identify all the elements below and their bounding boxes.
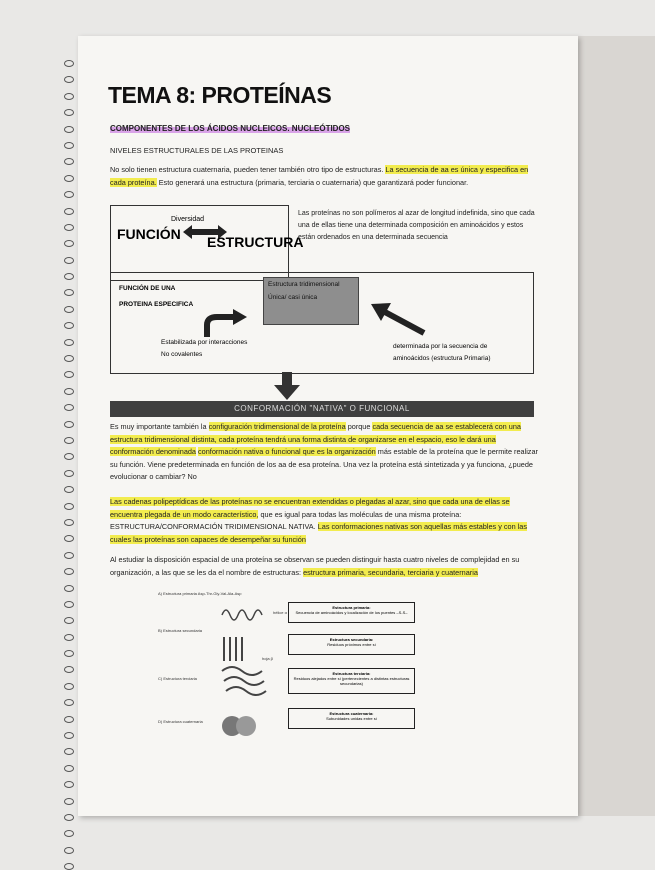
paragraph-levels: Al estudiar la disposición espacial de una proteína se observan se pueden distinguir hasta cuatro niveles de complejidad en su organización, a las que se les da el nombre de estructuras: estructura primaria, secundaria, terciaria y cuaternaria: [110, 555, 520, 577]
label-tertiary: C) Estructura terciaria: [158, 676, 197, 681]
function-structure-box: [110, 205, 304, 281]
specific-protein-function-title: FUNCIÓN DE UNA PROTEINA ESPECIFICA: [119, 285, 194, 308]
determined-label: determinada por la secuencia de aminoácidos (estructura Primaria): [393, 343, 491, 362]
protein-structures-illustration: [218, 601, 278, 741]
down-arrow-icon: [274, 372, 300, 400]
spiral-binding: [60, 60, 78, 810]
next-page-edge: [578, 36, 655, 816]
subtitle: COMPONENTES DE LOS ÁCIDOS NUCLEICOS. NUCLEÓTIDOS: [110, 124, 351, 133]
page-title: TEMA 8: PROTEÍNAS: [108, 82, 332, 108]
quaternary-structure-box: Estructura cuaternaria: Subunidades unidas entre sí: [288, 708, 415, 729]
3d-structure-box: Estructura tridimensional Única/ casi única: [263, 277, 359, 325]
box1-description: Las proteínas no son polímeros al azar de longitud indefinida, sino que cada una de ellas tiene una determinada composición en aminoácidos y estos están ordenados en una determinada secuencia: [298, 210, 535, 241]
secondary-structure-box: Estructura secundaria: Residuos próximos entre sí: [288, 634, 415, 655]
sheet-label: hoja β: [262, 656, 273, 661]
diversity-label: Diversidad: [171, 216, 205, 223]
label-primary: A) Estructura primaria Asp-Thr-Gly-Val-Ala-Asp: [158, 591, 242, 596]
document-page: [78, 36, 578, 816]
label-quaternary: D) Estructura cuaternaria: [158, 719, 203, 724]
structure-label: ESTRUCTURA: [207, 234, 304, 250]
label-secondary: B) Estructura secundaria: [158, 628, 203, 633]
native-conformation-banner: CONFORMACIÓN "NATIVA" O FUNCIONAL: [110, 401, 534, 417]
paragraph-polypeptide-chains: Las cadenas polipeptídicas de las proteínas no se encuentran extendidas o plegadas al azar, sino que cada una de ellas se encuentra plegada de un modo característico, que es igual para todas las moléculas de una misma proteína: ESTRUCTURA/CONFORMACIÓN TRIDIMENSIONAL NATIVA. Las conformaciones nativas son aquellas más estables y con las cuales las proteínas son capaces de desempeñar su función: [110, 497, 528, 544]
stabilized-label: Estabilizada por interacciones No covalentes: [161, 339, 248, 358]
diagonal-arrow-icon: [369, 301, 429, 337]
tertiary-structure-box: Estructura terciaria: Residuos alejados entre sí (pertenecientes a distintas estructuras secundarias): [288, 668, 415, 694]
protein-function-box: [110, 272, 534, 374]
helix-label: hélice α: [273, 610, 287, 615]
intro-paragraph: No solo tienen estructura cuaternaria, pueden tener también otro tipo de estructuras. La secuencia de aa es única y especifica en cada proteína. Esto generará una estructura (primaria, terciaria o cuaternaria) que garantizará poder funcionar.: [110, 165, 529, 187]
paragraph-configuration: Es muy importante también la configuración tridimensional de la proteína porque cada secuencia de aa se establecerá con una estructura tridimensional distinta, cada proteína tendrá una forma distinta de organizarse en el espacio, eso le dará una conformación denominada conformación nativa o funcional que es la organización más estable de la proteína que le permite realizar su función. Viene predeterminada en función de los aa de esa proteína. Una vez la proteína está sintetizada y ya funciona, ¿puede evolucionar o cambiar? No: [110, 422, 538, 481]
curved-arrow-icon: [201, 309, 251, 339]
function-label: FUNCIÓN: [117, 226, 181, 242]
section-heading: NIVELES ESTRUCTURALES DE LAS PROTEINAS: [110, 146, 284, 155]
primary-structure-box: Estructura primaria: Secuencia de aminoácidos y localización de los puentes –S-S–: [288, 602, 415, 623]
